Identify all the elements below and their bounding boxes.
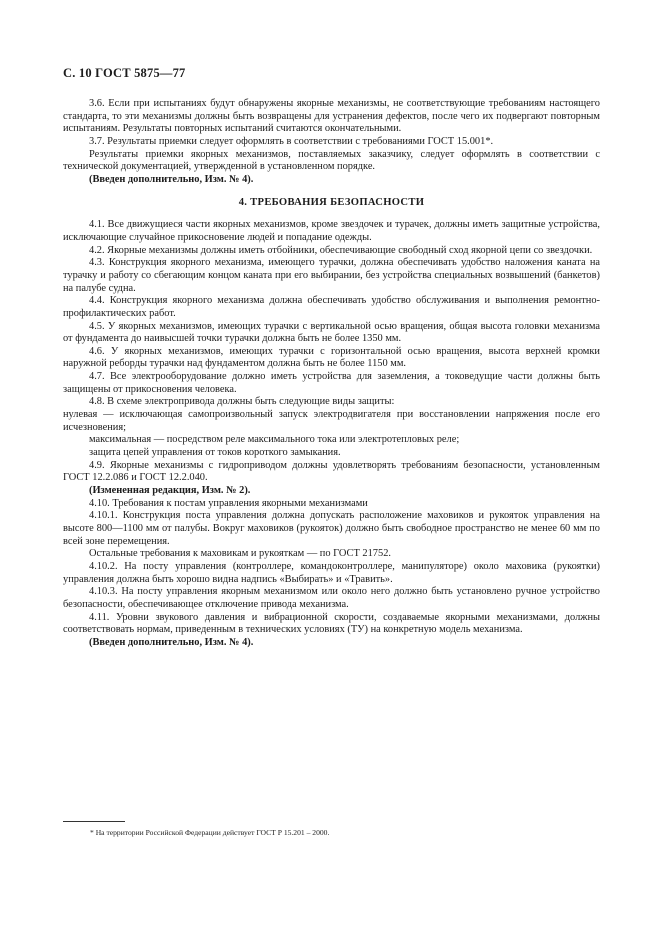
paragraph-4-3: 4.3. Конструкция якорного механизма, имеющего турачки, должна обеспечивать удобство наложения каната на турачку и работу со сбегающим концом каната при его выбирании, без устройства специальных возвышений (банкетов) на палубе судна. xyxy=(63,257,600,294)
paragraph-4-10-1-cont: Остальные требования к маховикам и рукояткам — по ГОСТ 21752. xyxy=(89,548,391,560)
paragraph-4-6: 4.6. У якорных механизмов, имеющих турачки с горизонтальной осью вращения, высота верхней кромки наружной реборды турачки над фундаментом должна быть не более 1150 мм. xyxy=(63,345,600,370)
protection-zero: нулевая — исключающая самопроизвольный запуск электродвигателя при восстановлении напряжения после его исчезновения; xyxy=(63,409,600,433)
section-heading: 4. ТРЕБОВАНИЯ БЕЗОПАСНОСТИ xyxy=(238,196,425,208)
paragraph-3-7: 3.7. Результаты приемки следует оформлять в соответствии с требованиями ГОСТ 15.001*. xyxy=(89,135,494,147)
paragraph-3-6: 3.6. Если при испытаниях будут обнаружены якорные механизмы, не соответствующие требованиям настоящего стандарта, то эти механизмы должны быть возвращены для устранения дефектов, после чего их подвергают повторным испытаниям. Результаты повторных испытаний считаются окончательными. xyxy=(63,98,600,135)
amendment-note-final: (Введен дополнительно, Изм. № 4). xyxy=(89,636,254,648)
paragraph-3-7-cont: Результаты приемки якорных механизмов, поставляемых заказчику, следует оформлять в соответствии с технической документацией, утвержденной в установленном порядке. xyxy=(63,148,600,173)
paragraph-4-10-3: 4.10.3. На посту управления якорным механизмом или около него должно быть установлено ручное устройство безопасности, обеспечивающее отключение привода механизма. xyxy=(63,586,600,610)
revision-note: (Измененная редакция, Изм. № 2). xyxy=(89,485,251,497)
paragraph-4-5: 4.5. У якорных механизмов, имеющих турачки с вертикальной осью вращения, общая высота головки механизма от фундамента до наивысшей точки турачки должна быть не более 1350 мм. xyxy=(63,320,600,345)
page-header: С. 10 ГОСТ 5875—77 xyxy=(63,66,186,80)
paragraph-4-10-1: 4.10.1. Конструкция поста управления должна допускать расположение маховиков и рукояток управления на высоте 800—1100 мм от палубы. Вокруг маховиков (рукояток) должно быть свободное пространство не менее 60 мм по всей зоне перемещения. xyxy=(63,510,600,547)
paragraph-4-10: 4.10. Требования к постам управления якорными механизмами xyxy=(89,497,368,509)
protection-short-circuit: защита цепей управления от токов короткого замыкания. xyxy=(89,447,341,459)
paragraph-4-2: 4.2. Якорные механизмы должны иметь отбойники, обеспечивающие свободный сход якорной цепи со звездочки. xyxy=(89,244,593,256)
paragraph-4-11: 4.11. Уровни звукового давления и вибрационной скорости, создаваемые якорными механизмами, должны соответствовать нормам, приведенным в технических условиях (ТУ) на конкретную модель механизма. xyxy=(63,611,600,636)
paragraph-4-4: 4.4. Конструкция якорного механизма должна обеспечивать удобство обслуживания и выполнения ремонтно-профилактических работ. xyxy=(63,295,600,319)
footnote: * На территории Российской Федерации действует ГОСТ Р 15.201 – 2000. xyxy=(90,828,330,837)
paragraph-4-8: 4.8. В схеме электропривода должны быть следующие виды защиты: xyxy=(89,396,395,408)
protection-max: максимальная — посредством реле максимального тока или электротепловых реле; xyxy=(89,434,460,446)
paragraph-4-7: 4.7. Все электрооборудование должно иметь устройства для заземления, а токоведущие части должны быть защищены от прикосновения человека. xyxy=(63,371,600,395)
document-body xyxy=(63,98,600,650)
paragraph-4-9: 4.9. Якорные механизмы с гидроприводом должны удовлетворять требованиям безопасности, установленным ГОСТ 12.2.086 и ГОСТ 12.2.040. xyxy=(63,459,600,484)
footnote-rule xyxy=(63,821,125,822)
paragraph-4-10-2: 4.10.2. На посту управления (контроллере, командоконтроллере, манипуляторе) около маховика (рукоятки) управления должна быть хорошо видна надпись «Выбирать» и «Травить». xyxy=(63,560,600,585)
paragraph-4-1: 4.1. Все движущиеся части якорных механизмов, кроме звездочек и турачек, должны иметь защитные устройства, исключающие случайное прикосновение людей и попадание одежды. xyxy=(63,219,600,243)
amendment-note: (Введен дополнительно, Изм. № 4). xyxy=(89,173,254,185)
